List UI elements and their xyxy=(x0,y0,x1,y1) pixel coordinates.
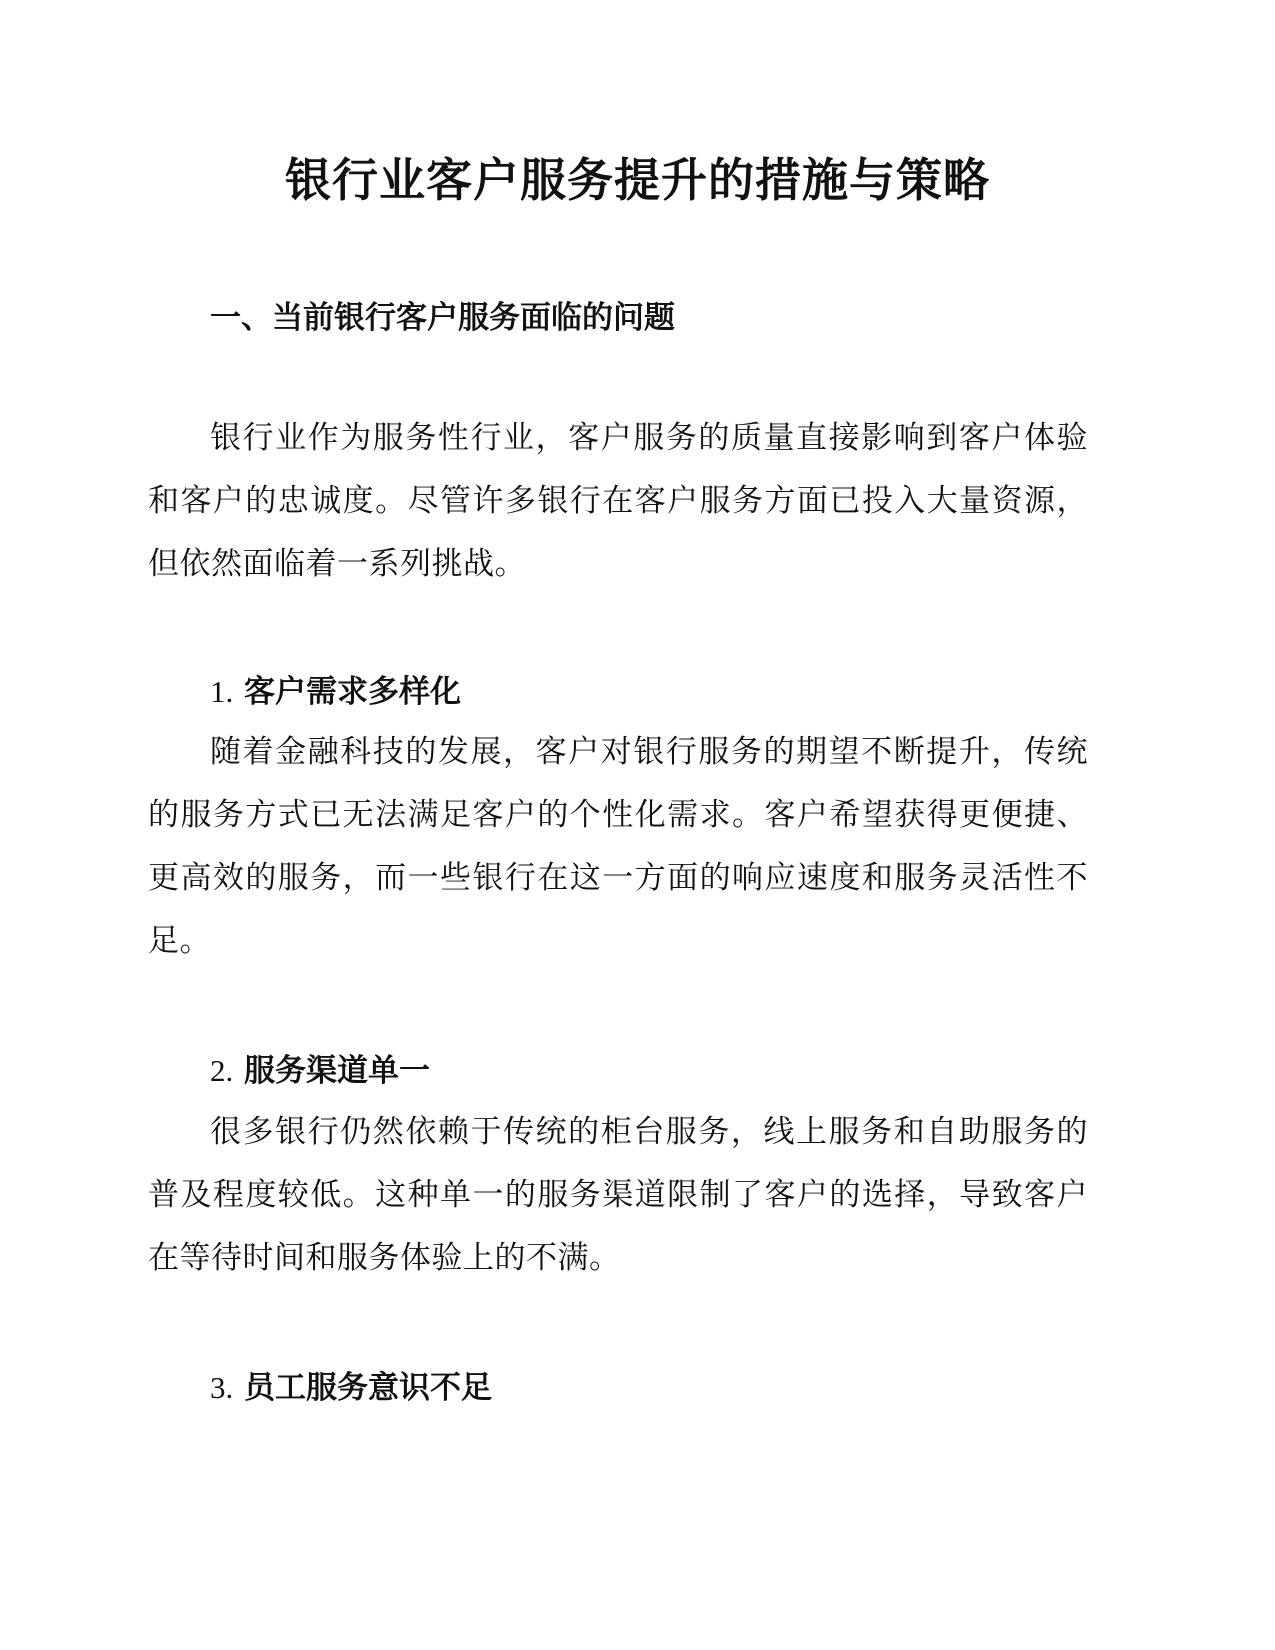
section-intro-paragraph: 银行业作为服务性行业，客户服务的质量直接影响到客户体验和客户的忠诚度。尽管许多银行在客户服务方面已投入大量资源，但依然面临着一系列挑战。 xyxy=(148,420,1088,582)
subsection-body-1: 随着金融科技的发展，客户对银行服务的期望不断提升，传统的服务方式已无法满足客户的个性化需求。客户希望获得更便捷、更高效的服务，而一些银行在这一方面的响应速度和服务灵活性不足。 xyxy=(148,734,1088,959)
document-title: 银行业客户服务提升的措施与策略 xyxy=(285,153,990,207)
subsection-heading-1 xyxy=(210,672,461,712)
subsection-title: 服务渠道单一 xyxy=(244,1053,431,1089)
section-heading: 一、当前银行客户服务面临的问题 xyxy=(210,300,675,336)
subsection-title: 客户需求多样化 xyxy=(244,674,462,710)
subsection-number: 3. xyxy=(210,1370,234,1405)
subsection-number: 2. xyxy=(210,1053,234,1088)
subsection-body-2: 很多银行仍然依赖于传统的柜台服务，线上服务和自助服务的普及程度较低。这种单一的服务渠道限制了客户的选择，导致客户在等待时间和服务体验上的不满。 xyxy=(148,1114,1088,1276)
subsection-title: 员工服务意识不足 xyxy=(244,1370,493,1406)
subsection-heading-2 xyxy=(210,1051,430,1091)
subsection-number: 1. xyxy=(210,674,234,709)
subsection-heading-3 xyxy=(210,1368,492,1408)
